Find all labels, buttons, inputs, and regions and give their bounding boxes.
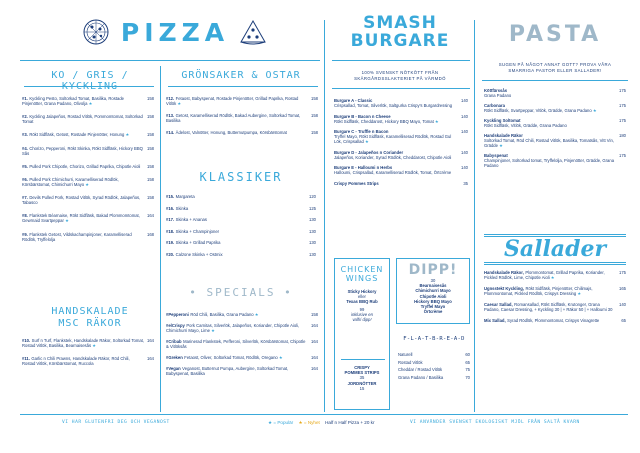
menu-item-price: 164 <box>147 338 154 343</box>
menu-item-text <box>22 232 144 242</box>
menu-item-number: #16. <box>166 205 175 211</box>
menu-item-number: #12. <box>166 96 175 101</box>
footer-legend <box>268 420 398 426</box>
star-icon: ★ <box>433 118 439 124</box>
smash-intro: 100% SVENSKT NÖTKÖTT FRÅN SKÄRGÅRDSSLAKTERIET PÅ VÄRMDÖ <box>354 70 446 81</box>
menu-item-desc: Champinjoner, Soltorkad tomat, Tryffelolja, Pinjenötter, Grädde, Grana Padano <box>484 158 615 168</box>
menu-item-price: 164 <box>311 366 318 371</box>
menu-item-number: #20. <box>166 251 175 257</box>
menu-item-desc: Getost, Karamelliserad Rödlök, Bakad Aubergine, Soltorkad Tomat, Basilika <box>166 113 301 123</box>
menu-item-text <box>334 165 458 175</box>
star-icon: ★ <box>253 312 259 317</box>
menu-item-text <box>22 146 144 156</box>
star-icon: ★ <box>497 143 503 148</box>
menu-item-number: Burgare D - Jalapeños n Coriander <box>334 149 404 155</box>
menu-item-text <box>22 114 144 124</box>
menu-item-text <box>166 240 306 245</box>
menu-item-number: #3. <box>22 132 28 138</box>
menu-item-desc: Pulled Pork Chipotle, Chorizo, Grillad Paprika, Chipotle Aioli <box>29 163 141 169</box>
wings-line-5: inklusive en <box>351 311 373 317</box>
menu-item <box>166 96 318 106</box>
menu-item-desc: Skinka + Ananas <box>175 217 207 222</box>
menu-item-desc: Chorizo, Pepperoni, Rökt Skinka, Rökt Sidfläsk, Hickory BBQ Sås <box>22 145 143 156</box>
star-icon: ★ <box>87 101 93 106</box>
menu-item-price: 164 <box>311 323 318 328</box>
menu-item-price: 164 <box>147 356 154 361</box>
menu-item-desc: Veganost, Butternut Pumpa, Aubergine, Soltorkad Tomat, Babyspenat, Basilika <box>166 366 289 376</box>
menu-item-number: Burgare C - Truffle n Bacon <box>334 129 389 134</box>
menu-item-number: #Vegan <box>166 366 181 371</box>
menu-item-desc: Rökt Sidfläsk, Getost, Rostade Pinjenötter, Honung <box>29 132 125 138</box>
menu-item <box>166 113 318 123</box>
dipp-item: Örtcrème <box>423 309 443 315</box>
menu-item-desc: Flankstek Béarnaise, Rökt Sidfläsk, Bakad Plommomtomat, Gewrnaid Svartpeppar <box>22 213 140 224</box>
menu-item-text <box>166 206 306 211</box>
menu-item <box>484 286 626 296</box>
menu-item-number: #2. <box>22 114 28 120</box>
flatbread-item-name: Grana Padano / Basilika <box>398 374 444 380</box>
specials-list <box>166 312 318 382</box>
menu-item-price: 125 <box>309 205 316 211</box>
dipp-item: Chimichurri Mayo <box>415 288 451 294</box>
menu-item-number: #14. <box>166 130 175 135</box>
menu-item-number: #10. <box>22 338 31 343</box>
menu-item-desc: Skinka <box>175 205 189 211</box>
menu-item-desc: Jalapeños, Koriander, Syrad Rödlök, Cheddarost, Chipotle Aioli <box>334 154 452 160</box>
menu-item <box>166 217 316 222</box>
smash-heading <box>330 14 470 50</box>
wings-title <box>335 265 389 283</box>
star-icon: ★ <box>576 291 582 296</box>
menu-item-desc: Crispsallad, Tomat, Silverlök, Saltgurka Crispy's Burgardressing <box>334 103 453 108</box>
menu-item-text <box>484 302 616 312</box>
menu-item-price: 130 <box>309 240 316 245</box>
menu-item-number: Carbonara <box>484 103 505 108</box>
menu-item-text <box>166 339 308 349</box>
menu-item-price: 164 <box>147 213 154 219</box>
menu-item-price: 130 <box>309 217 316 222</box>
menu-item <box>166 130 318 135</box>
pasta-intro: SUGEN PÅ NÅGOT ANNAT GOTT? PROVA VÅRA SMARRIGA PASTOR ELLER SALLADER! <box>498 62 612 73</box>
menu-item-text <box>484 318 618 323</box>
menu-item-price: 158 <box>147 176 154 182</box>
menu-item-number: Köttfärssås <box>484 88 508 93</box>
menu-item-number: Ugnsstekt Kyckling, <box>484 286 525 291</box>
flatbread-item-price: 75 <box>465 367 470 372</box>
legend-new: ★ = Nyhet <box>298 420 320 425</box>
menu-item-number: #13. <box>166 113 175 118</box>
menu-item-price: 130 <box>309 228 316 234</box>
menu-item-text <box>484 153 616 168</box>
menu-item <box>166 206 316 211</box>
menu-item <box>484 118 626 128</box>
ko-gris-kyckling-heading: KO / GRIS / KYCKLING <box>51 70 129 92</box>
menu-item-text <box>484 118 616 128</box>
menu-item-number: #8. <box>22 213 28 219</box>
menu-item <box>166 355 318 360</box>
pasta-title: PASTA <box>508 22 602 47</box>
menu-item <box>484 318 626 323</box>
menu-item <box>484 270 626 280</box>
menu-item-price: 120 <box>309 194 316 199</box>
menu-item-desc: Röd Chili, Basilika, Grana Padano <box>190 312 254 317</box>
menu-item-number: #4. <box>22 145 28 151</box>
flatbread-item-price: 65 <box>465 359 470 365</box>
menu-item <box>166 339 318 349</box>
jordnotter-label: JORDNÖTTER <box>347 380 377 386</box>
dipp-item: Hickory BBQ Mayo <box>414 298 452 304</box>
flatbread-title: F-L-A-T-B-R-E-A-D <box>403 336 465 342</box>
menu-item <box>22 356 154 366</box>
wings-line-2: eller <box>358 294 366 300</box>
footer-right: VI ANVÄNDER SVENSKT EKOLOGISKT MJÖL FRÅN SALTÅ KVARN <box>410 420 580 425</box>
gronsaker-heading: GRÖNSAKER & OSTAR <box>181 70 301 81</box>
menu-item-price: 164 <box>311 355 318 360</box>
dipp-title: DIPP! <box>408 262 458 278</box>
wings-title-1: CHICKEN <box>340 265 384 274</box>
menu-item-number: #5. <box>22 163 28 169</box>
smash-list <box>334 98 468 191</box>
menu-item <box>22 146 154 156</box>
menu-item-price: 158 <box>147 195 154 201</box>
menu-item-text <box>22 96 144 106</box>
menu-item-text <box>334 114 458 124</box>
pizza-header <box>60 14 290 50</box>
star-icon: ★ <box>91 343 96 348</box>
specials-heading: • SPECIALS • <box>189 286 293 299</box>
flatbread-list <box>398 352 470 382</box>
dipp-item: Tryffel Mayo <box>420 304 446 310</box>
menu-item-text <box>166 229 306 234</box>
jordnotter-price: 15 <box>359 385 365 391</box>
dipp-price: 30 <box>430 278 436 283</box>
menu-item-price: 158 <box>147 145 154 151</box>
menu-item-text <box>22 164 144 169</box>
menu-item <box>22 96 154 106</box>
menu-item <box>334 98 468 108</box>
menu-item-text <box>22 338 144 348</box>
menu-item-price: 140 <box>461 165 468 170</box>
menu-item <box>166 229 316 234</box>
menu-item-desc: Pork Carnitas, Silverlök, Jalapeños, Koriander, Chipotle Aioli, Chimichurri Mayo, Lime <box>166 323 300 333</box>
gronsaker-list <box>166 96 318 142</box>
menu-item-number: #6. <box>22 176 28 182</box>
menu-item-price: 175 <box>619 103 626 108</box>
handskalade-title-2: MSC RÄKOR <box>58 318 122 329</box>
menu-item <box>166 366 318 376</box>
menu-item <box>334 165 468 175</box>
menu-item-text <box>166 96 308 106</box>
menu-item-number: Mix Sallad, <box>484 318 506 323</box>
menu-item-price: 175 <box>619 88 626 93</box>
dipp-item: Bearnaisesås <box>419 283 447 289</box>
menu-item-text <box>166 355 308 360</box>
menu-item-desc: Rökt Sidfläsk, Svartpeppar, Vitlök, Grädde, Grana Padano <box>484 108 592 113</box>
menu-item-number: #11. <box>22 356 30 361</box>
menu-item-desc: Fetaost, Babyspenat, Rostade Pinjenötter, Grillad Paprika, Rostad Vitlök <box>166 96 299 106</box>
menu-item-text <box>484 88 616 98</box>
star-icon: ★ <box>277 355 283 360</box>
menu-item-number: #Cribab <box>166 339 182 344</box>
wings-line-1: Sticky Hickory <box>347 289 377 294</box>
pizza-slice-icon <box>238 18 268 46</box>
menu-item-price: 158 <box>147 132 154 138</box>
menu-item <box>166 252 316 257</box>
handskalade-title-1: HANDSKALADE <box>51 306 129 317</box>
legend-half: Half n Half Pizza + 20 kr <box>325 420 375 425</box>
menu-item <box>334 150 468 160</box>
menu-item-text <box>166 323 308 333</box>
menu-item-desc: Rökt Sidfläsk, Vitlök, Grädde, Grana Padano <box>484 123 567 128</box>
star-icon: ★ <box>591 108 597 113</box>
menu-item <box>166 240 316 245</box>
menu-item-text <box>334 98 458 108</box>
menu-item-number: Burgare A - Classic <box>334 98 373 103</box>
handskalade-list <box>22 338 154 374</box>
menu-item-number: #elCrispy <box>166 323 185 328</box>
menu-item-price: 140 <box>461 113 468 119</box>
dipp-list <box>397 283 469 314</box>
menu-item-number: Crispy Pommes Strips <box>334 180 379 186</box>
menu-item-number: #18. <box>166 228 175 234</box>
menu-item <box>484 133 626 148</box>
menu-item-number: Burgare B - Bacon n Cheese <box>334 113 391 119</box>
menu-item-desc: Tryffel Mayo, Rökt Sidfläsk, Karamelliserad Rödlök, Rostad Gul Lök, Crispsallad <box>334 134 452 144</box>
menu-item-number: #19. <box>166 240 175 245</box>
crispy-price: 35 <box>359 375 365 381</box>
menu-item-text <box>166 113 308 123</box>
menu-item-desc: Margareta <box>175 194 195 199</box>
menu-item-desc: Ädelost, Valnötter, Honung, Butternutpumpa, Körsbärstomat <box>175 130 287 135</box>
menu-item-desc: Marinerad Flankstek, Pefferoni, Silverlök, Körsbärstomat, Chipotle & Vitlöksås <box>166 339 306 349</box>
menu-item <box>484 88 626 98</box>
menu-item-price: 158 <box>311 130 318 135</box>
wings-desc <box>335 289 389 322</box>
menu-item-desc: Pulled Pork Chimichurri, Karamelliserad Rödlök, Körsbärstomat, Chimichurri Mayo <box>22 176 119 187</box>
menu-item-text <box>22 177 144 187</box>
menu-item-text <box>334 129 458 144</box>
flatbread-item-name: Naturell <box>398 352 413 357</box>
star-icon: ★ <box>549 275 555 280</box>
menu-item <box>22 213 154 223</box>
menu-item <box>334 181 468 186</box>
menu-item-price: 140 <box>461 98 468 103</box>
menu-item <box>484 302 626 312</box>
menu-item-number: Kyckling Soltomat <box>484 118 521 123</box>
flatbread-item-name: Rostad Vitlök <box>398 359 423 365</box>
pizza-title: PIZZA <box>120 18 230 47</box>
star-icon: ★ <box>176 101 182 106</box>
menu-item-desc: Fetaost, Oliver, Soltorkad Tomat, Rödlök, Oregano <box>184 355 278 360</box>
star-icon: ★ <box>209 328 215 333</box>
chicken-wings-box <box>334 258 390 410</box>
menu-item-text <box>334 150 458 160</box>
menu-item-desc: Devils Pulled Pork, Rostad Vitlök, Syrad Rödlök, Jalapeños, Tabasco <box>22 195 141 206</box>
menu-item-price: 175 <box>619 270 626 275</box>
menu-item-desc: Romansallad, Rökt Sidfläsk, Krutonger, Grana Padano, Caesar Dressing, + Kyckling 30 | + Räkor 50 | + Halloumi 30 <box>484 302 613 312</box>
menu-item-desc: Plommontomat, Grillad Paprika, Koriander, Pickled Rödlök, Lime, Chipotle Aioli <box>484 270 605 280</box>
menu-item-price: 158 <box>147 163 154 169</box>
menu-item-text <box>22 356 144 366</box>
smash-title-1: SMASH <box>363 13 437 33</box>
menu-item-number: Handskalade Räkor, <box>484 270 524 275</box>
menu-item <box>166 194 316 199</box>
menu-item-desc: Syrad Rödlök, Plommontomat, Crispys Vinagrette <box>507 318 600 323</box>
menu-item-desc: Grana Padano <box>484 93 512 98</box>
menu-item-text <box>166 366 308 376</box>
menu-item-text <box>166 194 306 199</box>
pasta-list <box>484 88 626 173</box>
flatbread-item <box>398 375 470 380</box>
klassiker-list <box>166 194 316 263</box>
menu-item-number: #9. <box>22 231 28 237</box>
star-icon: ★ <box>63 218 69 224</box>
menu-item <box>166 323 318 333</box>
menu-item-number: #1. <box>22 96 28 101</box>
footer-left: VI HAR GLUTENFRI DEG OCH VEGANOST <box>62 420 170 425</box>
menu-item-price: 158 <box>311 312 318 317</box>
menu-item <box>22 114 154 124</box>
menu-item-price: 168 <box>147 231 154 237</box>
menu-item-text <box>484 270 616 280</box>
menu-item-desc: Rökt Sidfläsk, Cheddarost, Hickory BBQ Mayo, Tomat <box>334 118 434 124</box>
menu-item-number: Caesar Sallad, <box>484 302 513 307</box>
star-icon: ★ <box>84 181 90 187</box>
menu-item-price: 158 <box>147 114 154 120</box>
menu-item-desc: Flankstek Getost, Vildskachampinjoner, Karamelliserad Rödlök, Tryffelolja <box>22 231 132 242</box>
menu-item <box>334 114 468 124</box>
menu-item-number: #Greken <box>166 355 183 360</box>
menu-item-desc: Rökt Sidfläsk, Pinjenötter, Chilimajs, Plommontomat, Pickled Rödlök, Crispys Dressing <box>484 286 593 296</box>
star-icon: ★ <box>363 139 369 144</box>
menu-item <box>334 129 468 144</box>
wings-line-6: valfri dipp! <box>352 317 372 323</box>
flatbread-item-name: Cheddar / Rostad Vitlök <box>398 367 443 372</box>
smash-title-2: BURGARE <box>350 31 450 51</box>
menu-item-number: #Pepperoni <box>166 312 189 317</box>
menu-item-number: Handskalade Räkor <box>484 133 523 138</box>
crispy-box <box>335 365 389 391</box>
menu-item-text <box>22 195 144 205</box>
dipp-item: Chipotle Aioli <box>419 293 447 299</box>
menu-item-desc: Skinka + Grillad Paprika <box>175 240 221 245</box>
menu-item-price: 140 <box>461 149 468 155</box>
menu-item-number: Babyspenat <box>484 153 508 158</box>
klassiker-heading: KLASSIKER <box>199 170 283 184</box>
sallader-title: Sallader <box>503 236 607 262</box>
menu-item-text <box>484 133 616 148</box>
pizza-left-icon <box>82 18 110 46</box>
menu-item-desc: Calzone Skinka + Ostmix <box>175 251 223 257</box>
flatbread-item <box>398 352 470 357</box>
menu-item <box>22 338 154 348</box>
wings-line-3: Texas BBQ Rub <box>346 299 378 305</box>
menu-item-text <box>166 130 308 135</box>
star-icon: ★ <box>124 132 130 138</box>
ko-gris-list <box>22 96 154 250</box>
menu-item-price: 140 <box>461 129 468 134</box>
menu-item-desc: Kyckling Pesto, Soltorkad Tomat, Basilika, Rostade Pinjenötter, Grana Padano, Olivolja <box>22 96 124 106</box>
menu-item-text <box>484 286 616 296</box>
handskalade-heading <box>20 306 160 330</box>
dipp-box <box>396 258 470 324</box>
menu-item-desc: Skinka + Champinjoner <box>175 228 220 234</box>
menu-item-desc: Soltorkad Tomat, Röd Chili, Rostad Vitlök, Basilika, Tomatsås, Vitt Vin, Grädde <box>484 138 614 148</box>
menu-item-desc: Kyckling Jalapeños, Rostad Vitlök, Pommomtomat, Soltorkad Tomat <box>22 114 143 125</box>
menu-item <box>22 177 154 187</box>
flatbread-item-price: 70 <box>465 374 470 380</box>
menu-item-text <box>334 181 460 186</box>
menu-item-number: #17. <box>166 217 175 222</box>
menu-item-price: 158 <box>311 113 318 118</box>
menu-item-desc: Surf n Turf, Flankstek, Handskalade Räkor, Soltorkad Tomat, Rostad Vitlök, Basilika, Bearnaisesås <box>22 338 144 348</box>
menu-item-text <box>22 132 144 137</box>
menu-item-number: Burgare E - Halloumi n Herbs <box>334 165 393 170</box>
menu-item <box>22 232 154 242</box>
menu-item-desc: Halloumi, Crispsallad, Karamelliserad Rödlök, Tomat, Örtcrème <box>334 170 452 175</box>
menu-item-text <box>166 217 306 222</box>
wings-title-2: WINGS <box>345 274 379 283</box>
menu-item-price: 180 <box>619 133 626 138</box>
menu-item-price: 158 <box>147 96 154 101</box>
sallader-list <box>484 270 626 329</box>
legend-popular: ★ = Populär <box>268 420 294 425</box>
menu-item <box>22 132 154 137</box>
menu-item-text <box>166 312 308 317</box>
menu-item-price: 130 <box>309 251 316 257</box>
menu-item <box>484 103 626 113</box>
menu-item-price: 175 <box>619 118 626 123</box>
flatbread-item <box>398 360 470 365</box>
menu-item-text <box>484 103 616 113</box>
menu-item-price: 175 <box>619 153 626 158</box>
menu-item-number: #7. <box>22 195 28 201</box>
menu-item-price: 35 <box>463 180 468 186</box>
crispy-line-2: POMMES STRIPS <box>344 370 380 376</box>
wings-price: 99 <box>359 306 365 312</box>
menu-item <box>484 153 626 168</box>
flatbread-item <box>398 367 470 372</box>
menu-item <box>22 195 154 205</box>
menu-item <box>22 164 154 169</box>
menu-item-price: 158 <box>311 96 318 101</box>
menu-item-number: #15. <box>166 194 175 199</box>
menu-item-price: 65 <box>621 318 626 323</box>
menu-item-desc: Garlic n Chili Prawns, Handskalade Räkor, Röd Chili, Rostad Vitlök, Körsbärstomat, Ruccola <box>22 356 130 366</box>
menu-item-price: 164 <box>311 339 318 344</box>
menu-item-text <box>166 252 306 257</box>
menu-item-text <box>22 213 144 223</box>
menu-item-price: 140 <box>619 302 626 307</box>
menu-item-price: 165 <box>619 286 626 291</box>
flatbread-item-price: 60 <box>465 352 470 357</box>
menu-item <box>166 312 318 317</box>
crispy-line-1: CRISPY <box>354 365 370 370</box>
